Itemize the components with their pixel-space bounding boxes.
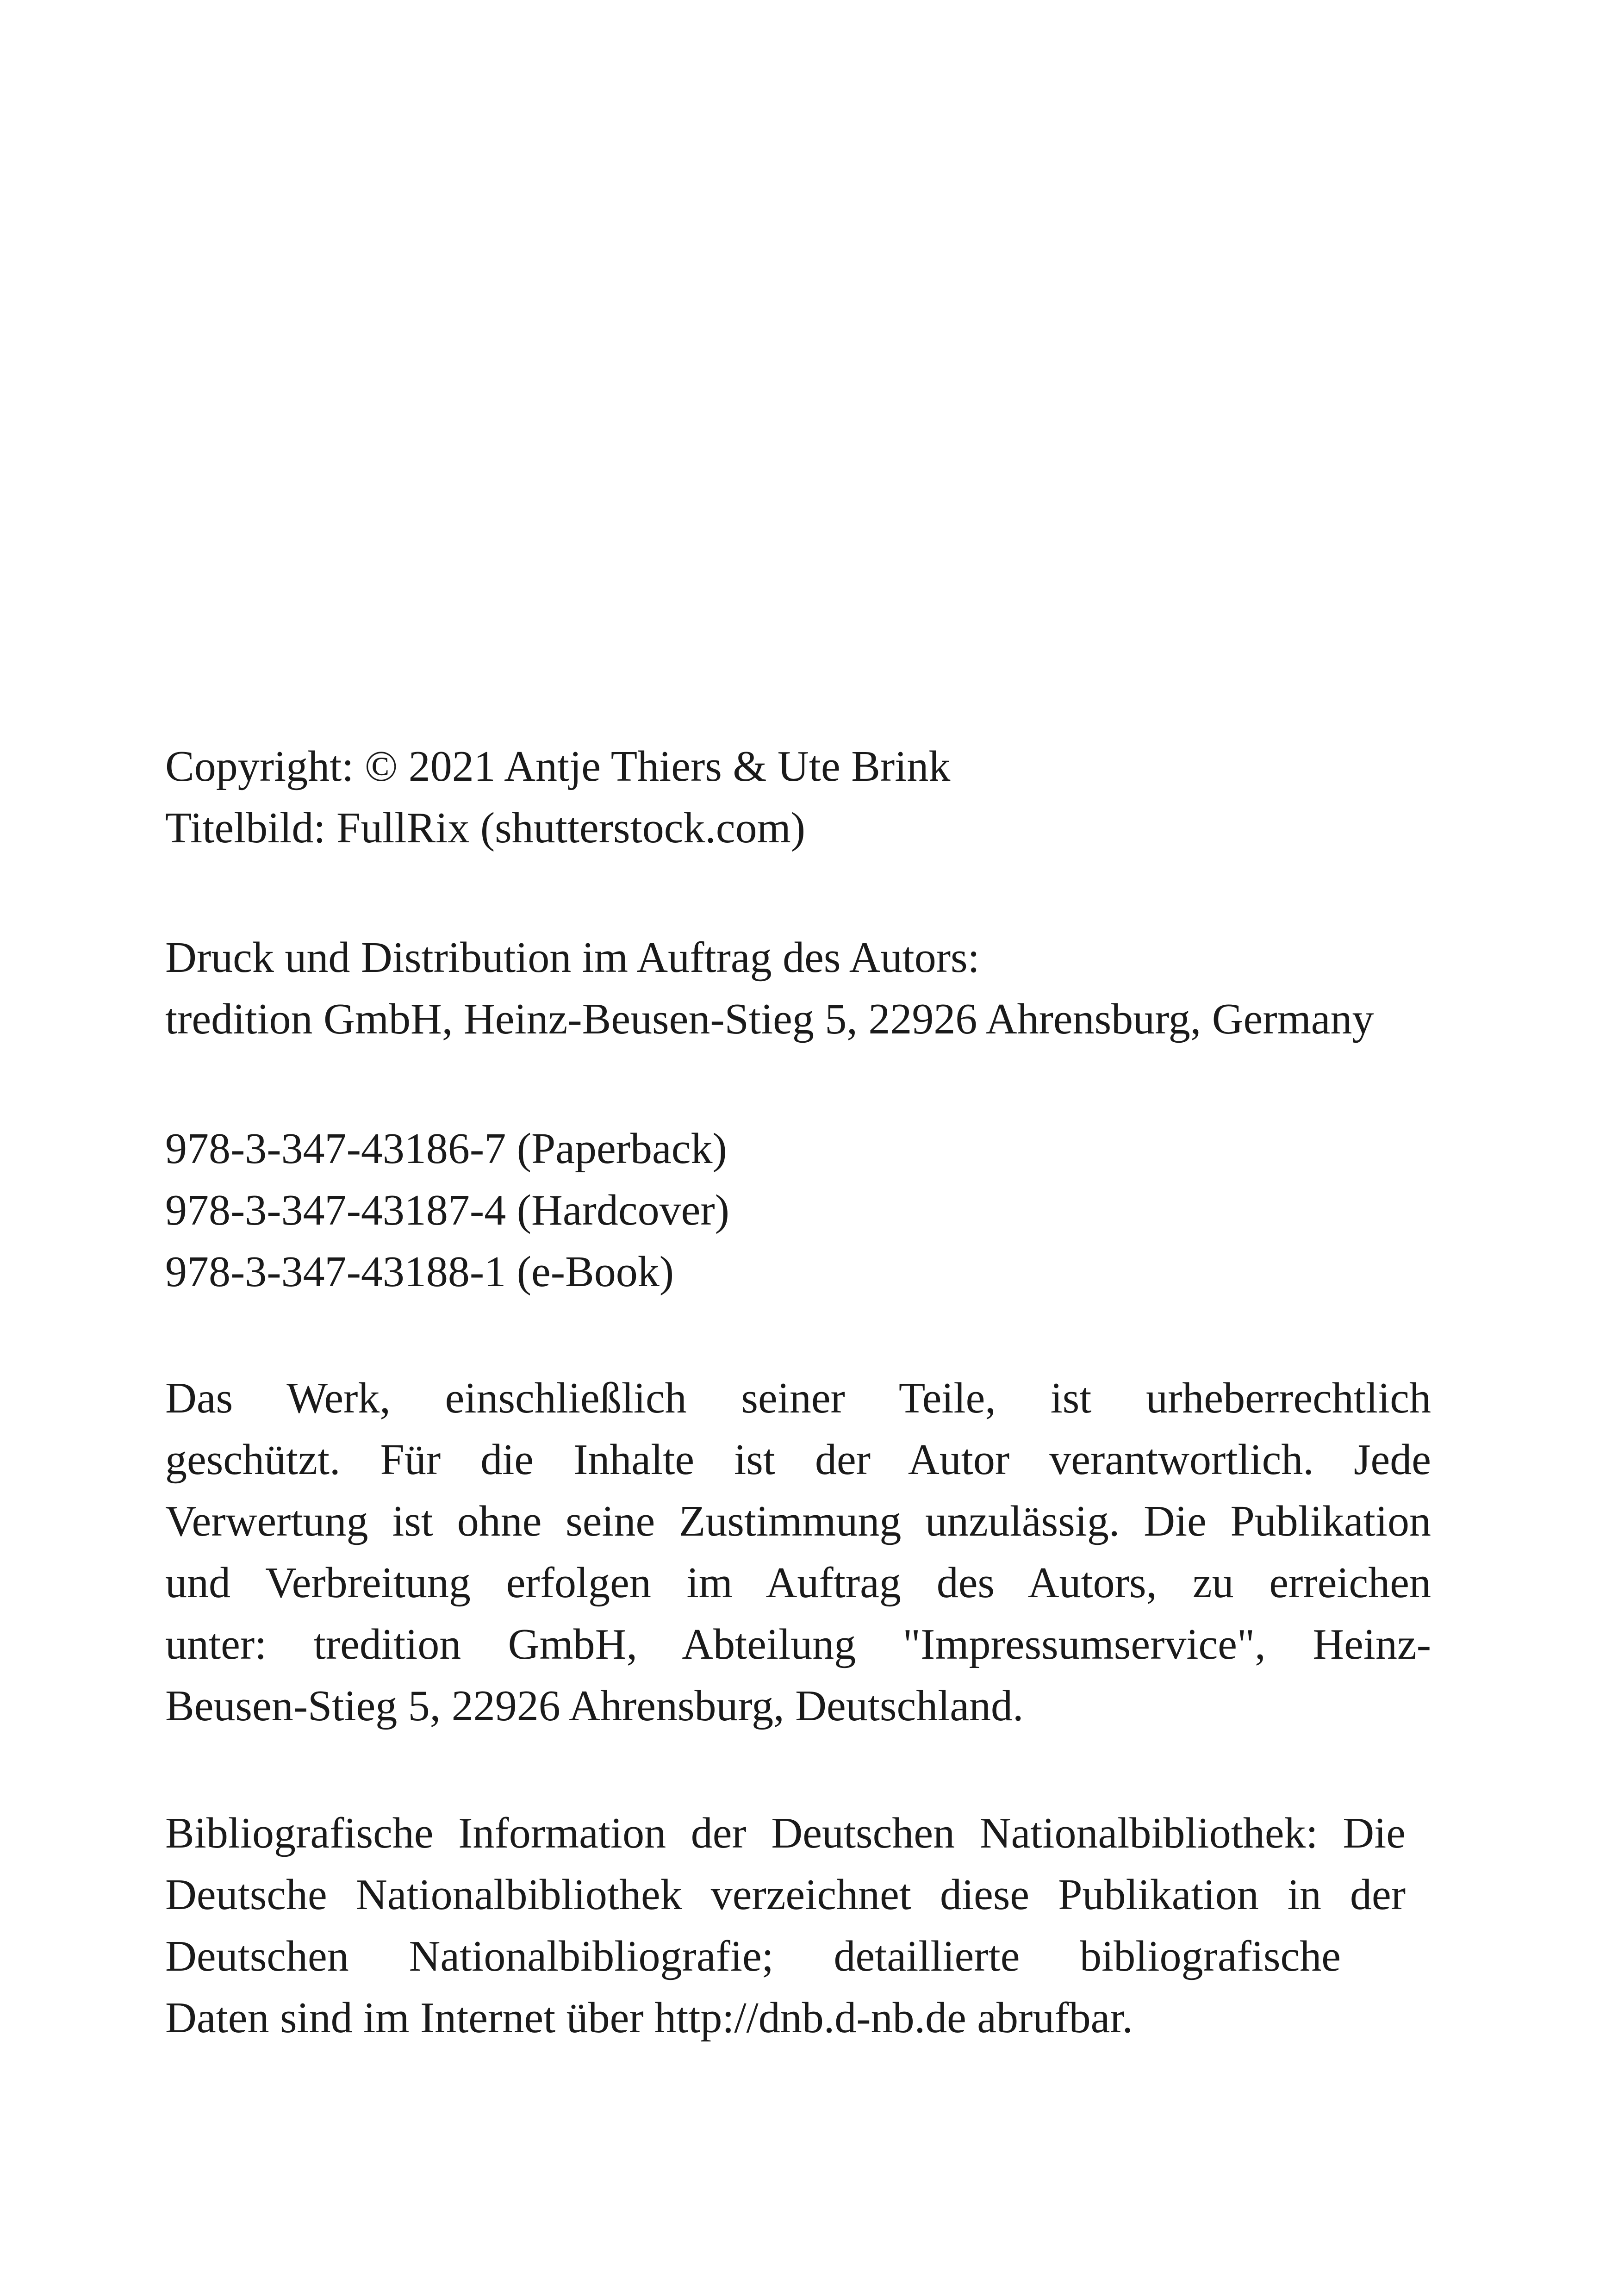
bibliographic-information bbox=[165, 1803, 1431, 2049]
publisher-address: tredition GmbH, Heinz-Beusen-Stieg 5, 22926 Ahrensburg, Germany bbox=[165, 995, 1374, 1043]
copyright-block bbox=[165, 736, 1431, 859]
legal-notice-line: Das Werk, einschließlich seiner Teile, ist urheberrechtlich bbox=[165, 1374, 1431, 1422]
isbn-paperback: 978-3-347-43186-7 (Paperback) bbox=[165, 1125, 727, 1173]
legal-notice bbox=[165, 1368, 1431, 1737]
isbn-block bbox=[165, 1118, 1431, 1303]
legal-notice-line: unter: tredition GmbH, Abteilung "Impressumservice", Heinz- bbox=[165, 1620, 1431, 1668]
copyright-line: Copyright: © 2021 Antje Thiers & Ute Brink bbox=[165, 742, 951, 790]
print-distribution-block bbox=[165, 927, 1431, 1050]
legal-notice-line: Beusen-Stieg 5, 22926 Ahrensburg, Deutschland. bbox=[165, 1682, 1024, 1730]
print-distribution-label: Druck und Distribution im Auftrag des Autors: bbox=[165, 933, 980, 982]
isbn-hardcover: 978-3-347-43187-4 (Hardcover) bbox=[165, 1186, 729, 1234]
isbn-ebook: 978-3-347-43188-1 (e-Book) bbox=[165, 1248, 674, 1296]
legal-notice-line: Verwertung ist ohne seine Zustimmung unzulässig. Die Publikation bbox=[165, 1497, 1431, 1545]
bibliographic-line: Bibliografische Information der Deutschen Nationalbibliothek: Die bbox=[165, 1809, 1406, 1857]
legal-notice-line: geschützt. Für die Inhalte ist der Autor verantwortlich. Jede bbox=[165, 1436, 1431, 1484]
bibliographic-line: Deutschen Nationalbibliografie; detaillierte bibliografische bbox=[165, 1932, 1341, 1980]
cover-image-credit: Titelbild: FullRix (shutterstock.com) bbox=[165, 804, 806, 852]
bibliographic-line: Deutsche Nationalbibliothek verzeichnet diese Publikation in der bbox=[165, 1871, 1406, 1919]
legal-notice-line: und Verbreitung erfolgen im Auftrag des Autors, zu erreichen bbox=[165, 1559, 1431, 1607]
bibliographic-line: Daten sind im Internet über http://dnb.d-nb.de abrufbar. bbox=[165, 1994, 1133, 2042]
